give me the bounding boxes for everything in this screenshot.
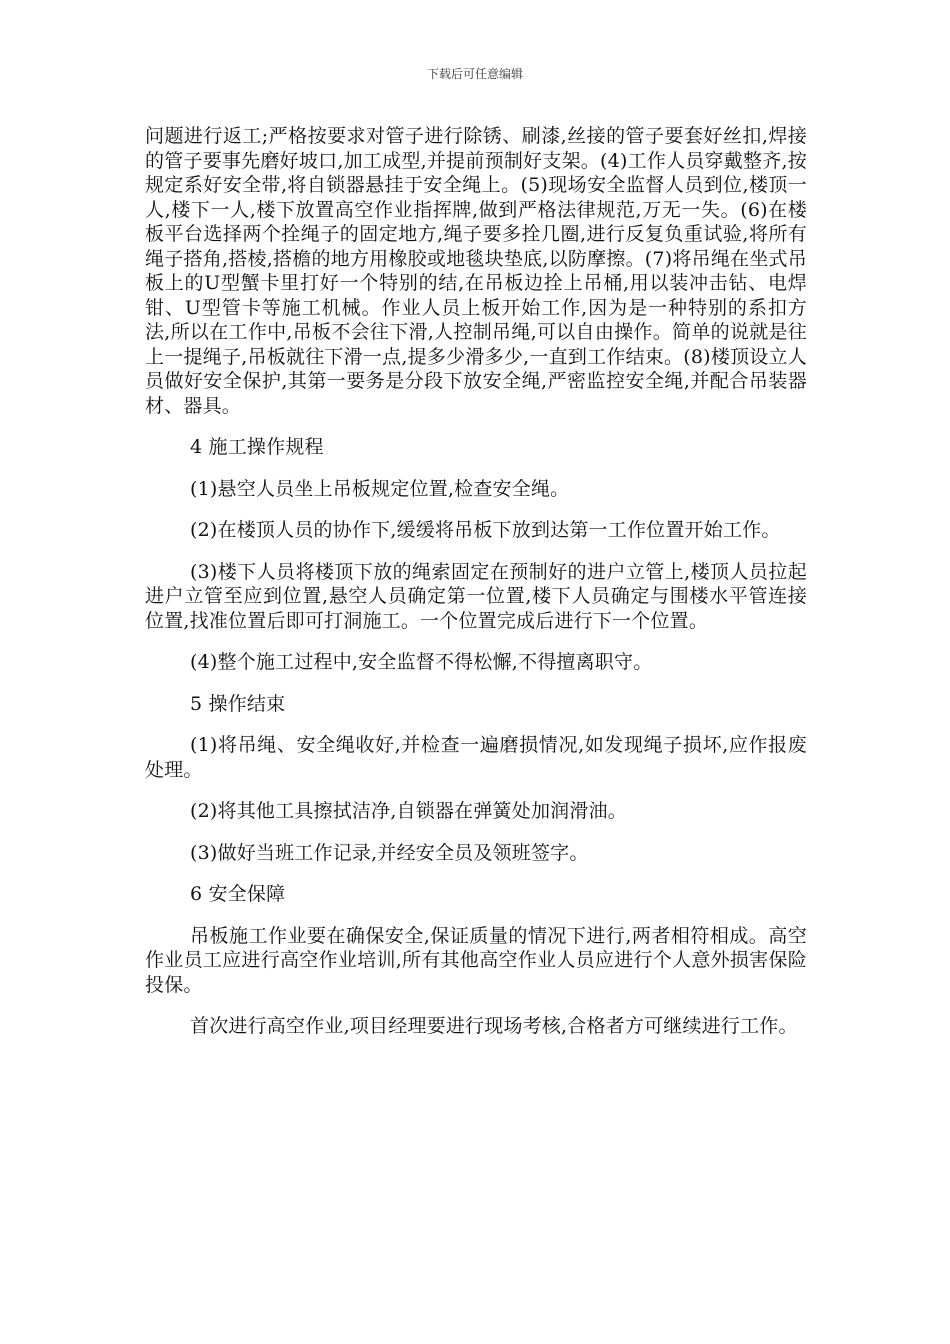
paragraph: (1)将吊绳、安全绳收好,并检查一遍磨损情况,如发现绳子损坏,应作报废处理。 [145,734,807,781]
paragraph: (2)将其他工具擦拭洁净,自锁器在弹簧处加润滑油。 [190,800,627,822]
section-heading-6: 6 安全保障 [190,883,286,905]
paragraph: (2)在楼顶人员的协作下,缓缓将吊板下放到达第一工作位置开始工作。 [190,519,781,541]
paragraph: (1)悬空人员坐上吊板规定位置,检查安全绳。 [190,477,570,500]
section-heading-5: 5 操作结束 [190,692,286,715]
paragraph: (3)楼下人员将楼顶下放的绳索固定在预制好的进户立管上,楼顶人员拉起进户立管至应到位置,悬空人员确定第一位置,楼下人员确定与围楼水平管连接位置,找准位置后即可打洞施工。一个位置完成后进行下一个位置。 [145,560,807,632]
paragraph: 首次进行高空作业,项目经理要进行现场考核,合格者方可继续进行工作。 [190,1015,798,1037]
paragraph-procedure-continued: 问题进行返工;严格按要求对管子进行除锈、刷漆,丝接的管子要套好丝扣,焊接的管子要事先磨好坡口,加工成型,并提前预制好支架。(4)工作人员穿戴整齐,按规定系好安全带,将自锁器悬挂于安全绳上。(5)现场安全监督人员到位,楼顶一人,楼下一人,楼下放置高空作业指挥牌,做到严格法律规范,万无一失。(6)在楼板平台选择两个拴绳子的固定地方,绳子要多拴几圈,进行反复负重试验,将所有绳子搭角,搭棱,搭檐的地方用橡胶或地毯块垫底,以防摩擦。(7)将吊绳在坐式吊板上的U型蟹卡里打好一个特别的结,在吊板边拴上吊桶,用以装冲击钻、电焊钳、U型管卡等施工机械。作业人员上板开始工作,因为是一种特别的系扣方法,所以在工作中,吊板不会往下滑,人控制吊绳,可以自由操作。简单的说就是往上一提绳子,吊板就往下滑一点,提多少滑多少,一直到工作结束。(8)楼顶设立人员做好安全保护,其第一要务是分段下放安全绳,严密监控安全绳,并配合吊装器材、器具。 [145,125,807,417]
paragraph: (4)整个施工过程中,安全监督不得松懈,不得擅离职守。 [190,651,653,673]
paragraph: 吊板施工作业要在确保安全,保证质量的情况下进行,两者相符相成。高空作业员工应进行高空作业培训,所有其他高空作业人员应进行个人意外损害保险投保。 [145,924,807,996]
section-heading-4: 4 施工操作规程 [190,436,324,458]
document-body [145,124,807,1039]
paragraph: (3)做好当班工作记录,并经安全员及领班签字。 [190,841,589,864]
page-header: 下载后可任意编辑 [426,67,523,81]
